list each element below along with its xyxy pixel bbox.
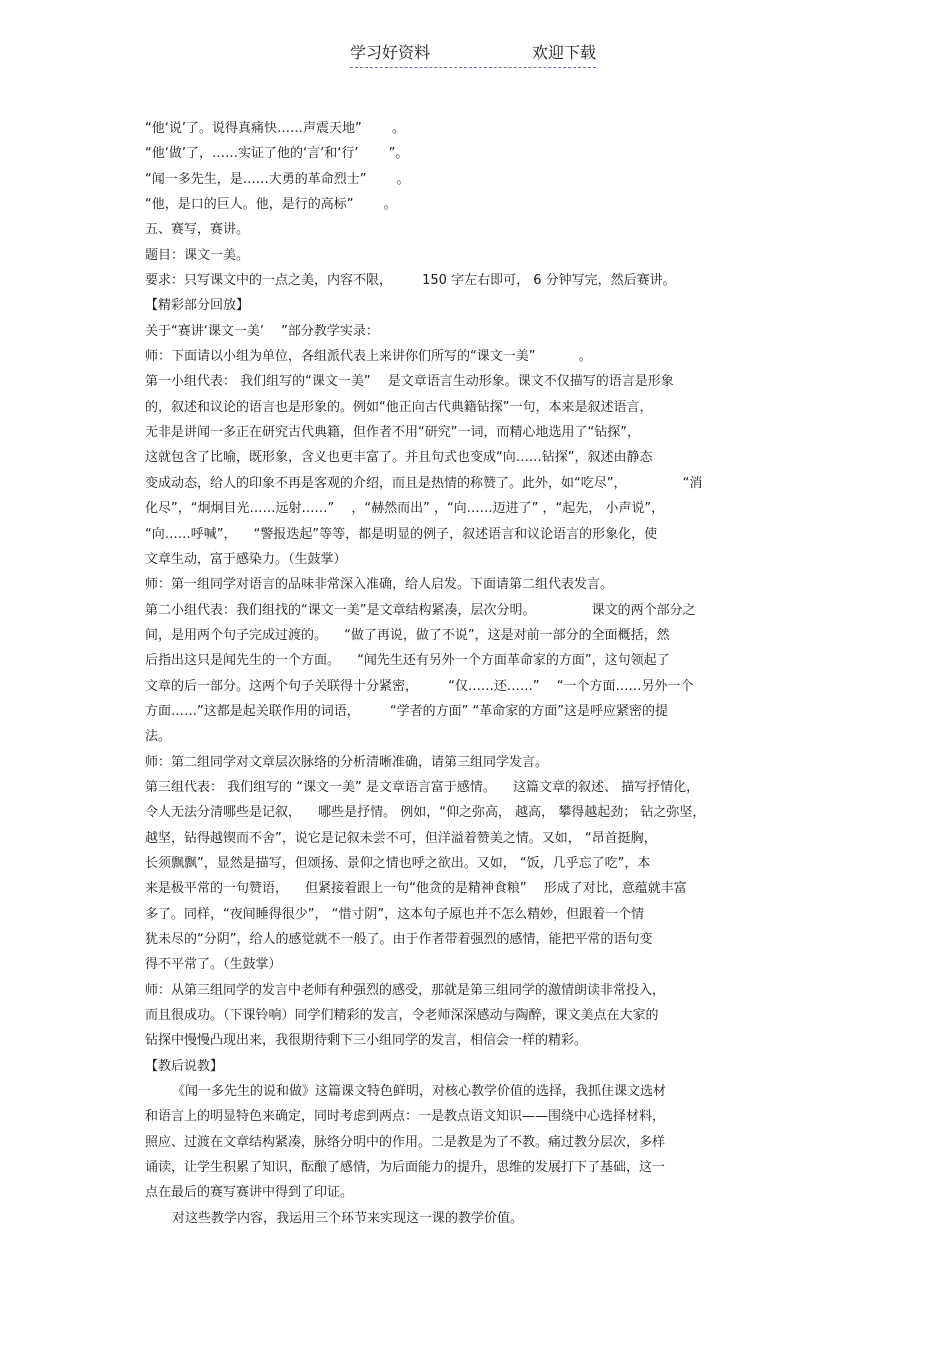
section-heading: 五、赛写，赛讲。 bbox=[145, 222, 250, 238]
text-line: 化尽”，“炯炯目光……远射……” ，“赫然而出” ，“向……迈进了” ，“起先， 小声说”， bbox=[145, 501, 665, 517]
text-line: 而且很成功。（下课铃响）同学们精彩的发言，令老师深深感动与陶醉，课文美点在大家的 bbox=[145, 1008, 659, 1024]
text-line: 得不平常了。（生鼓掌） bbox=[145, 957, 282, 973]
text-line: 无非是讲闻一多正在研究古代典籍，但作者不用“研究”一词，而精心地选用了“钻探”， bbox=[145, 425, 640, 441]
text-line: 师：从第三组同学的发言中老师有种强烈的感受，那就是第三组同学的激情朗读非常投入， bbox=[145, 982, 666, 998]
text-line: 照应、过渡在文章结构紧凑，脉络分明中的作用。二是教是为了不教。痛过教分层次，多样 bbox=[145, 1134, 666, 1150]
text-line: 间，是用两个句子完成过渡的。 “做了再说，做了不说”，这是对前一部分的全面概括，然 bbox=[145, 627, 670, 643]
text-line: “向……呼喊”， “警报迭起”等等，都是明显的例子，叙述语言和议论语言的形象化，使 bbox=[145, 526, 658, 542]
text-line: 要求：只写课文中的一点之美，内容不限， 150 字左右即可， 6 分钟写完，然后赛讲。 bbox=[145, 273, 676, 289]
text-line: 这就包含了比喻，既形象，含义也更丰富了。并且句式也变成“向……钻探”，叙述由静态 bbox=[145, 450, 653, 466]
text-line: 钻探中慢慢凸现出来，我很期待剩下三小组同学的发言，相信会一样的精彩。 bbox=[145, 1033, 588, 1049]
section-heading: 【教后说教】 bbox=[145, 1058, 224, 1074]
text-line: “他，是口的巨人。他，是行的高标” 。 bbox=[145, 197, 397, 213]
text-line: 令人无法分清哪些是记叙， 哪些是抒情。 例如，“仰之弥高， 越高， 攀得越起劲； 钻之弥坚， bbox=[145, 805, 706, 821]
text-line: 多了。同样，“夜间睡得很少”， “惜寸阴”，这本句子原也并不怎么精妙，但跟着一个情 bbox=[145, 906, 645, 922]
document-body bbox=[145, 116, 825, 1231]
page-header bbox=[350, 40, 596, 68]
text-line: “他‘说’了。说得真痛快……声震天地” 。 bbox=[145, 121, 405, 136]
text-line: 和语言上的明显特色来确定，同时考虑到两点：一是教点语文知识——围绕中心选择材料， bbox=[145, 1109, 666, 1125]
text-line: 第一小组代表： 我们组写的“课文一美” 是文章语言生动形象。课文不仅描写的语言是形象 bbox=[145, 374, 674, 390]
text-line: 变成动态，给人的印象不再是客观的介绍，而且是热情的称赞了。此外，如“吃尽”， “消 bbox=[145, 475, 703, 491]
text-line: 越坚，钻得越锲而不舍”，说它是记叙未尝不可，但洋溢着赞美之情。又如， “昂首挺胸， bbox=[145, 830, 657, 846]
text-line: 师：下面请以小组为单位，各组派代表上来讲你们所写的“课文一美” 。 bbox=[145, 349, 592, 365]
header-left-text: 学习好资料 bbox=[350, 43, 431, 62]
text-line: “他‘做’了，……实证了他的‘言’和‘行’ ”。 bbox=[145, 146, 409, 162]
text-line: 师：第一组同学对语言的品味非常深入准确，给人启发。下面请第二组代表发言。 bbox=[145, 577, 614, 593]
text-line: 《闻一多先生的说和做》这篇课文特色鲜明，对核心教学价值的选择，我抓住课文选材 bbox=[172, 1084, 667, 1100]
text-line: 点在最后的赛写赛讲中得到了印证。 bbox=[145, 1185, 354, 1201]
text-line: 方面……”这都是起关联作用的词语， “学者的方面” “革命家的方面”这是呼应紧密的提 bbox=[145, 703, 668, 719]
text-line: 的，叙述和议论的语言也是形象的。例如“他正向古代典籍钻探”一句，本来是叙述语言， bbox=[145, 399, 653, 415]
text-line: 长须飘飘”，显然是描写，但颂扬、景仰之情也呼之欲出。又如， “饭，几乎忘了吃”，本 bbox=[145, 855, 651, 871]
text-line: “闻一多先生，是……大勇的革命烈士” 。 bbox=[145, 171, 410, 187]
text-line: 法。 bbox=[145, 729, 172, 745]
text-line: 诵读，让学生积累了知识，酝酿了感情，为后面能力的提升，思维的发展打下了基础，这一 bbox=[145, 1160, 666, 1176]
text-line: 文章生动，富于感染力。（生鼓掌） bbox=[145, 551, 347, 567]
text-line: 来是极平常的一句赞语， 但紧接着跟上一句“他贪的是精神食粮” 形成了对比，意蕴就丰富 bbox=[145, 881, 687, 897]
text-line: 对这些教学内容，我运用三个环节来实现这一课的教学价值。 bbox=[172, 1210, 524, 1226]
text-line: 文章的后一部分。这两个句子关联得十分紧密， “仅……还……” “一个方面……另外一个 bbox=[145, 678, 694, 694]
text-line: 题目：课文一美。 bbox=[145, 247, 250, 263]
text-line: 第三组代表： 我们组写的 “课文一美” 是文章语言富于感情。 这篇文章的叙述、 描写抒情化， bbox=[145, 779, 700, 795]
text-line: 后指出这只是闻先生的一个方面。 “闻先生还有另外一个方面革命家的方面”，这句领起了 bbox=[145, 653, 670, 669]
text-line: 第二小组代表：我们组找的“课文一美”是文章结构紧凑，层次分明。 课文的两个部分之 bbox=[145, 602, 696, 618]
text-line: 犹未尽的“分阴”，给人的感觉就不一般了。由于作者带着强烈的感情，能把平常的语句变 bbox=[145, 932, 653, 947]
text-line: 师：第二组同学对文章层次脉络的分析清晰准确，请第三组同学发言。 bbox=[145, 754, 549, 770]
section-heading: 【精彩部分回放】 bbox=[145, 298, 250, 314]
text-line: 关于“赛讲‘课文一美’ ”部分教学实录： bbox=[145, 323, 379, 339]
header-right-text: 欢迎下载 bbox=[531, 43, 596, 62]
